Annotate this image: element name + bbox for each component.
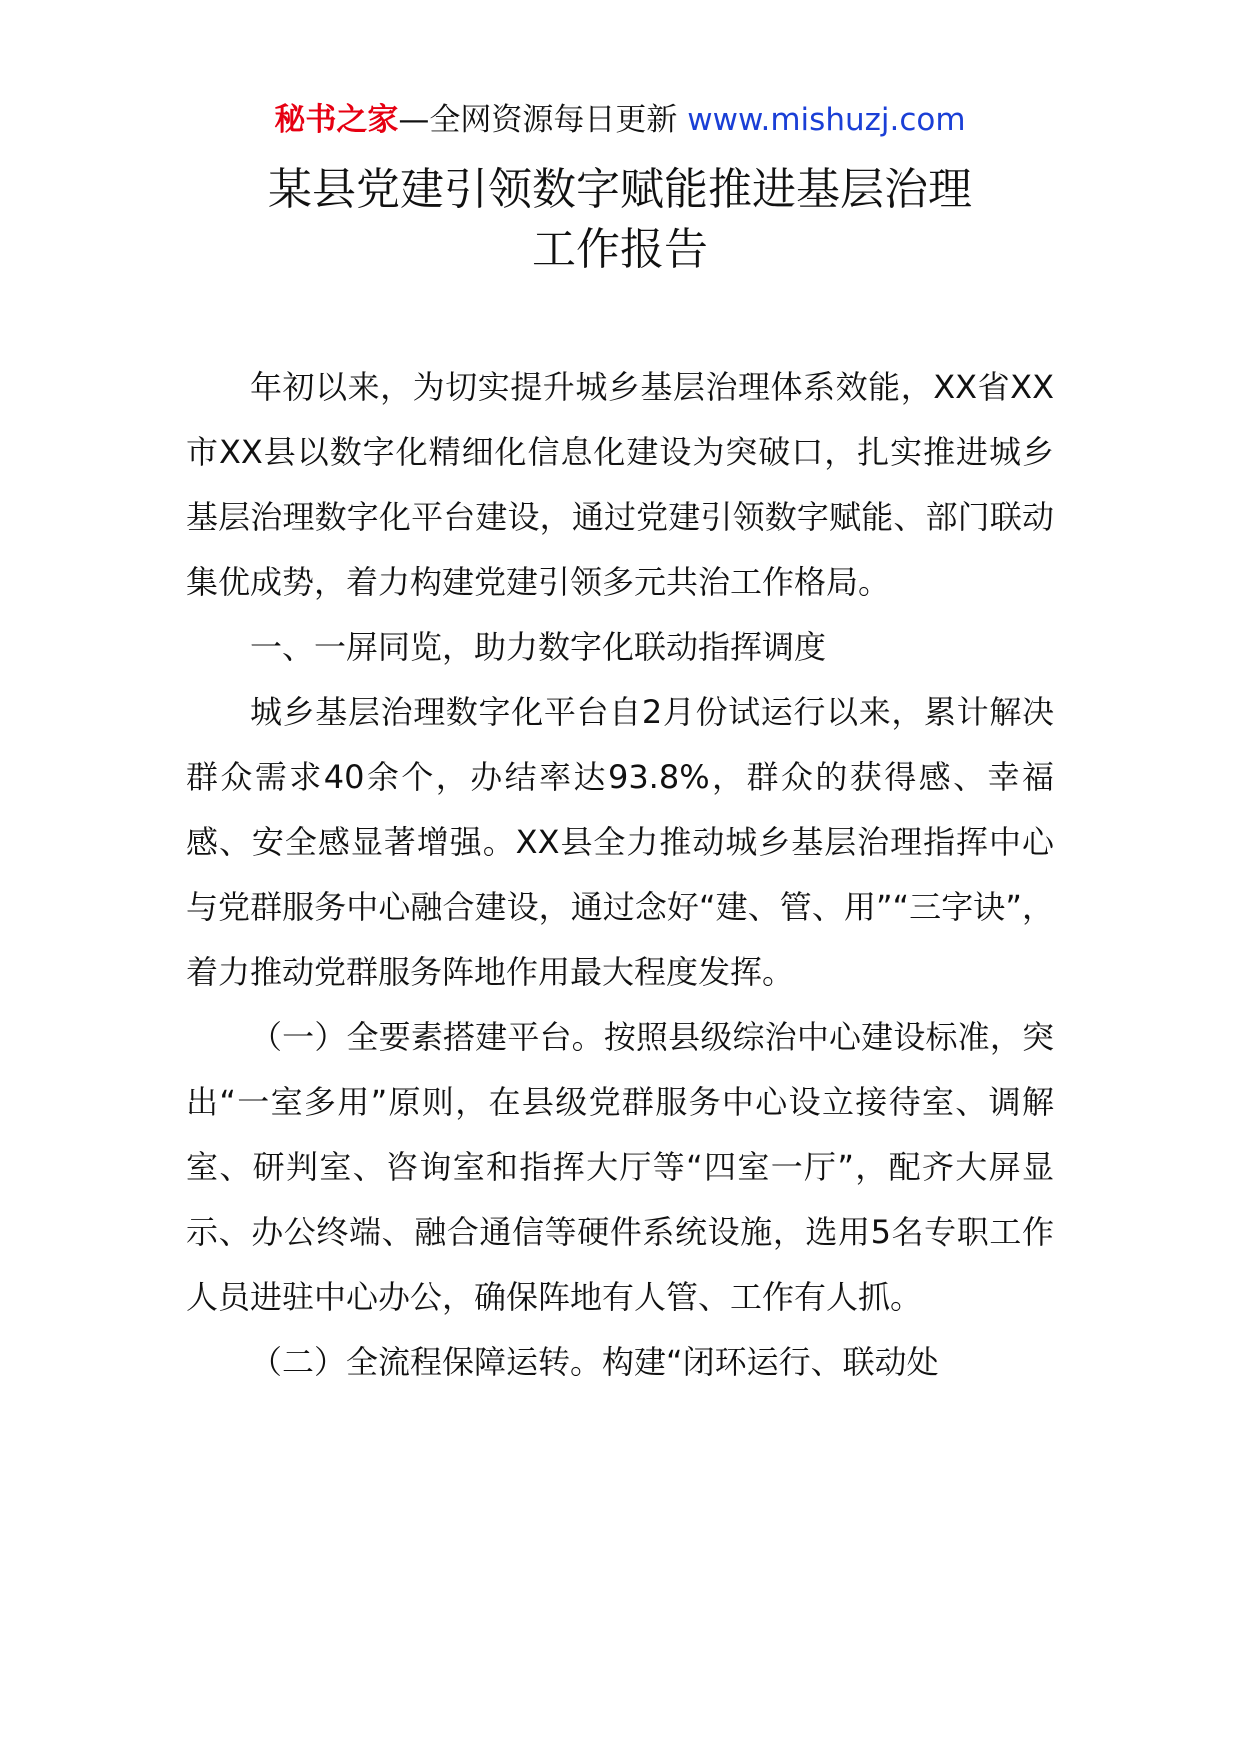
title-line-1: 某县党建引领数字赋能推进基层治理 <box>268 164 972 215</box>
title-line-2: 工作报告 <box>532 224 708 275</box>
brand-name: 秘书之家 <box>274 102 399 138</box>
intro-paragraph: 年初以来，为切实提升城乡基层治理体系效能，XX省XX市XX县以数字化精细化信息化建设为突破口，扎实推进城乡基层治理数字化平台建设，通过党建引领数字赋能、部门联动集优成势，着力构建党建引领多元共治工作格局。 <box>186 368 1054 601</box>
header-slogan: —全网资源每日更新 <box>398 102 688 138</box>
subsection-paragraph-2: （二）全流程保障运转。构建“闭环运行、联动处 <box>250 1343 939 1381</box>
document-title <box>0 160 1240 280</box>
section-heading-1: 一、一屏同览，助力数字化联动指挥调度 <box>250 628 827 666</box>
site-url-link[interactable]: www.mishuzj.com <box>687 102 966 138</box>
document-body <box>186 355 1054 1395</box>
section-paragraph: 城乡基层治理数字化平台自2月份试运行以来，累计解决群众需求40余个，办结率达93.8%，群众的获得感、幸福感、安全感显著增强。XX县全力推动城乡基层治理指挥中心与党群服务中心融合建设，通过念好“建、管、用”“三字诀”，着力推动党群服务阵地作用最大程度发挥。 <box>186 693 1054 991</box>
subsection-paragraph-1: （一）全要素搭建平台。按照县级综治中心建设标准，突出“一室多用”原则，在县级党群服务中心设立接待室、调解室、研判室、咨询室和指挥大厅等“四室一厅”，配齐大屏显示、办公终端、融合通信等硬件系统设施，选用5名专职工作人员进驻中心办公，确保阵地有人管、工作有人抓。 <box>186 1018 1054 1316</box>
site-header <box>0 100 1240 140</box>
